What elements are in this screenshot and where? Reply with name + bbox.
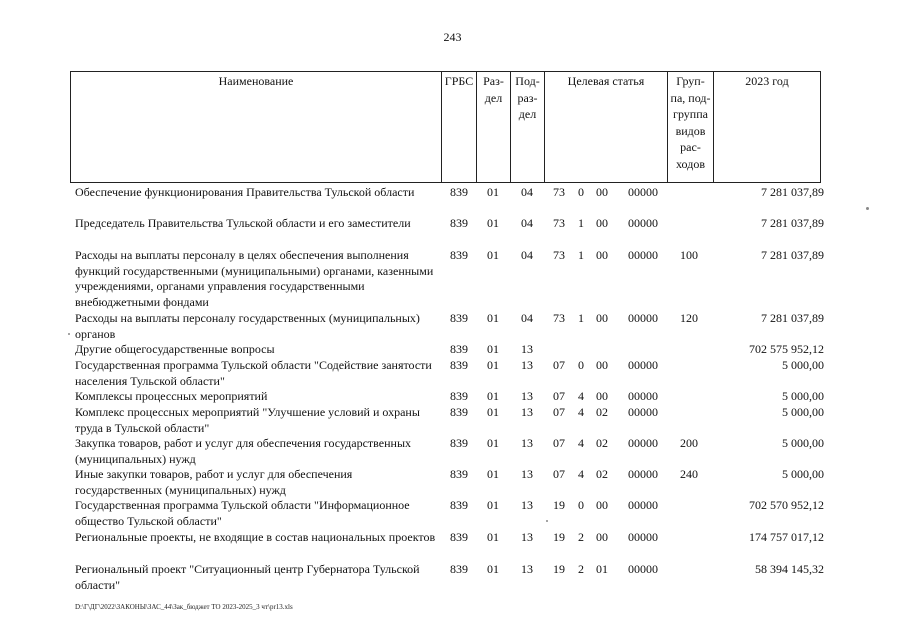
cell-t2: 4 [578, 467, 584, 481]
cell-t3: 00 [596, 358, 608, 372]
cell-amount: 5 000,00 [782, 405, 824, 419]
cell-name: Обеспечение функционирования Правительства Тульской области [75, 185, 415, 199]
cell-podrazdel: 13 [521, 405, 533, 419]
cell-t3: 00 [596, 216, 608, 230]
cell-t3: 02 [596, 405, 608, 419]
cell-name: Иные закупки товаров, работ и услуг для обеспечения государственных (муниципальных) нужд [75, 467, 353, 497]
cell-podrazdel: 13 [521, 498, 533, 512]
cell-amount: 5 000,00 [782, 358, 824, 372]
cell-t1: 73 [553, 185, 565, 199]
cell-name: Закупка товаров, работ и услуг для обеспечения государственных (муниципальных) нужд [75, 436, 412, 466]
cell-t2: 0 [578, 498, 584, 512]
cell-razdel: 01 [487, 216, 499, 230]
cell-t4: 00000 [628, 530, 658, 544]
cell-t2: 4 [578, 405, 584, 419]
cell-amount: 5 000,00 [782, 467, 824, 481]
cell-t3: 00 [596, 498, 608, 512]
cell-grbs: 839 [450, 248, 468, 262]
cell-grbs: 839 [450, 467, 468, 481]
cell-amount: 7 281 037,89 [761, 185, 824, 199]
cell-t2: 1 [578, 311, 584, 325]
cell-podrazdel: 13 [521, 389, 533, 403]
cell-grbs: 839 [450, 498, 468, 512]
cell-t1: 73 [553, 248, 565, 262]
cell-grbs: 839 [450, 436, 468, 450]
cell-amount: 58 394 145,32 [755, 562, 824, 576]
cell-vr: 200 [680, 436, 698, 450]
cell-t4: 00000 [628, 436, 658, 450]
header-grbs: ГРБС [441, 71, 476, 183]
cell-vr: 240 [680, 467, 698, 481]
cell-podrazdel: 13 [521, 530, 533, 544]
scan-speck [68, 333, 70, 335]
cell-amount: 702 575 952,12 [749, 342, 824, 356]
cell-razdel: 01 [487, 358, 499, 372]
cell-t1: 73 [553, 216, 565, 230]
cell-grbs: 839 [450, 311, 468, 325]
cell-grbs: 839 [450, 216, 468, 230]
cell-razdel: 01 [487, 562, 499, 576]
cell-razdel: 01 [487, 436, 499, 450]
cell-razdel: 01 [487, 530, 499, 544]
cell-razdel: 01 [487, 311, 499, 325]
cell-grbs: 839 [450, 358, 468, 372]
cell-name: Комплексы процессных мероприятий [75, 389, 268, 403]
cell-t4: 00000 [628, 498, 658, 512]
cell-t3: 00 [596, 389, 608, 403]
header-target: Целевая статья [544, 71, 667, 183]
cell-t2: 1 [578, 216, 584, 230]
cell-t3: 00 [596, 185, 608, 199]
cell-t3: 02 [596, 436, 608, 450]
cell-name: Другие общегосударственные вопросы [75, 342, 275, 356]
cell-razdel: 01 [487, 185, 499, 199]
header-razdel: Раз- дел [476, 71, 510, 183]
cell-name: Комплекс процессных мероприятий "Улучшение условий и охраны труда в Тульской области" [75, 405, 420, 435]
cell-razdel: 01 [487, 405, 499, 419]
cell-t2: 1 [578, 248, 584, 262]
cell-t1: 07 [553, 467, 565, 481]
cell-t4: 00000 [628, 311, 658, 325]
cell-t1: 07 [553, 405, 565, 419]
cell-podrazdel: 13 [521, 562, 533, 576]
header-year: 2023 год [713, 71, 821, 183]
page-number: 243 [443, 30, 462, 44]
cell-t2: 2 [578, 562, 584, 576]
cell-amount: 7 281 037,89 [761, 248, 824, 262]
file-path-footer: D:\Г\ДГ\2022\ЗАКОНЫ\ЗАС_44\Зак_бюджет ТО 2023-2025_3 чт\pr13.xls [75, 603, 293, 611]
cell-grbs: 839 [450, 342, 468, 356]
cell-name: Расходы на выплаты персоналу в целях обеспечения выполнения функций государственными (муниципальными) органами, казенными учреждениями, органами управления государственными внебюджетными фондами [75, 248, 434, 309]
scan-speck [546, 520, 548, 522]
cell-grbs: 839 [450, 405, 468, 419]
cell-amount: 7 281 037,89 [761, 311, 824, 325]
cell-grbs: 839 [450, 389, 468, 403]
cell-t1: 73 [553, 311, 565, 325]
cell-razdel: 01 [487, 342, 499, 356]
cell-razdel: 01 [487, 498, 499, 512]
cell-t2: 0 [578, 358, 584, 372]
cell-amount: 7 281 037,89 [761, 216, 824, 230]
cell-podrazdel: 13 [521, 342, 533, 356]
cell-razdel: 01 [487, 467, 499, 481]
cell-razdel: 01 [487, 248, 499, 262]
cell-podrazdel: 04 [521, 216, 533, 230]
cell-podrazdel: 13 [521, 358, 533, 372]
cell-grbs: 839 [450, 562, 468, 576]
header-group: Груп- па, под- группа видов рас- ходов [667, 71, 713, 183]
cell-amount: 174 757 017,12 [749, 530, 824, 544]
cell-amount: 702 570 952,12 [749, 498, 824, 512]
cell-name: Председатель Правительства Тульской области и его заместители [75, 216, 411, 230]
cell-t2: 4 [578, 436, 584, 450]
cell-t1: 07 [553, 436, 565, 450]
cell-t2: 4 [578, 389, 584, 403]
cell-amount: 5 000,00 [782, 389, 824, 403]
cell-t2: 2 [578, 530, 584, 544]
cell-t3: 01 [596, 562, 608, 576]
cell-podrazdel: 13 [521, 436, 533, 450]
cell-t4: 00000 [628, 467, 658, 481]
scan-speck [866, 207, 869, 210]
cell-t1: 19 [553, 498, 565, 512]
cell-t1: 07 [553, 358, 565, 372]
cell-t4: 00000 [628, 389, 658, 403]
cell-t3: 00 [596, 530, 608, 544]
cell-grbs: 839 [450, 185, 468, 199]
cell-t2: 0 [578, 185, 584, 199]
cell-t3: 00 [596, 248, 608, 262]
cell-t4: 00000 [628, 216, 658, 230]
cell-t4: 00000 [628, 248, 658, 262]
cell-name: Государственная программа Тульской области "Содействие занятости населения Тульской области" [75, 358, 432, 388]
cell-t4: 00000 [628, 562, 658, 576]
cell-t1: 07 [553, 389, 565, 403]
cell-vr: 120 [680, 311, 698, 325]
cell-grbs: 839 [450, 530, 468, 544]
cell-t1: 19 [553, 530, 565, 544]
cell-podrazdel: 04 [521, 311, 533, 325]
header-podrazdel: Под- раз- дел [510, 71, 544, 183]
cell-podrazdel: 04 [521, 185, 533, 199]
cell-podrazdel: 13 [521, 467, 533, 481]
header-name: Наименование [70, 71, 441, 183]
cell-name: Региональный проект "Ситуационный центр Губернатора Тульской области" [75, 562, 420, 592]
cell-podrazdel: 04 [521, 248, 533, 262]
cell-vr: 100 [680, 248, 698, 262]
cell-t3: 02 [596, 467, 608, 481]
cell-name: Расходы на выплаты персоналу государственных (муниципальных) органов [75, 311, 420, 341]
cell-t4: 00000 [628, 185, 658, 199]
cell-t3: 00 [596, 311, 608, 325]
cell-t4: 00000 [628, 358, 658, 372]
cell-name: Региональные проекты, не входящие в состав национальных проектов [75, 530, 436, 544]
cell-t1: 19 [553, 562, 565, 576]
cell-amount: 5 000,00 [782, 436, 824, 450]
cell-name: Государственная программа Тульской области "Информационное общество Тульской области" [75, 498, 410, 528]
cell-razdel: 01 [487, 389, 499, 403]
cell-t4: 00000 [628, 405, 658, 419]
